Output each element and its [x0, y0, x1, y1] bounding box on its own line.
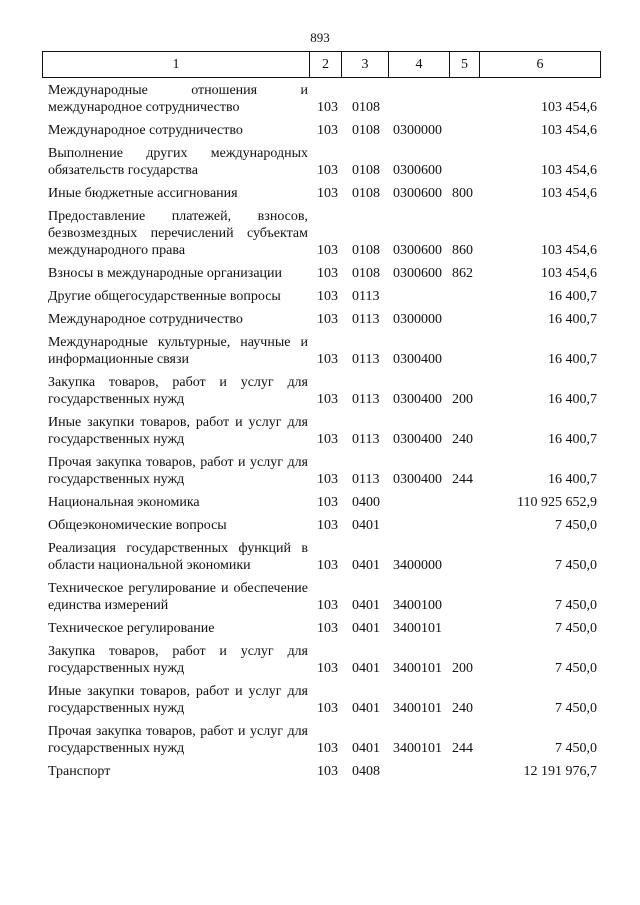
table-row [0, 185, 640, 202]
row-name: Транспорт [48, 764, 111, 779]
table-row [0, 643, 640, 677]
row-col-2: 103 [317, 598, 338, 613]
table-row [0, 265, 640, 282]
row-col-3: 0108 [352, 186, 380, 201]
row-col-2: 103 [317, 661, 338, 676]
row-col-3: 0401 [352, 598, 380, 613]
row-col-4: 0300400 [393, 432, 442, 447]
column-header-table [42, 51, 601, 78]
row-name: Закупка товаров, работ и услуг для государственных нужд [48, 644, 308, 676]
row-col-4: 0300000 [393, 312, 442, 327]
row-col-4: 0300600 [393, 243, 442, 258]
row-name: Международные культурные, научные и информационные связи [48, 335, 308, 367]
row-name: Реализация государственных функций в области национальной экономики [48, 541, 308, 573]
row-col-4: 0300600 [393, 186, 442, 201]
row-col-6: 16 400,7 [548, 312, 597, 327]
row-col-6: 7 450,0 [555, 661, 597, 676]
row-col-2: 103 [317, 266, 338, 281]
row-col-4: 3400101 [393, 741, 442, 756]
column-header-5: 5 [450, 52, 480, 78]
row-col-4: 3400101 [393, 701, 442, 716]
row-col-4: 0300400 [393, 472, 442, 487]
row-col-4: 0300000 [393, 123, 442, 138]
row-col-3: 0401 [352, 518, 380, 533]
row-col-6: 7 450,0 [555, 621, 597, 636]
table-row [0, 580, 640, 614]
row-col-5: 244 [452, 741, 473, 756]
column-header-2: 2 [310, 52, 342, 78]
table-row [0, 723, 640, 757]
row-col-3: 0113 [352, 392, 380, 407]
row-col-2: 103 [317, 123, 338, 138]
row-col-6: 16 400,7 [548, 392, 597, 407]
table-row [0, 414, 640, 448]
row-col-6: 103 454,6 [541, 100, 597, 115]
row-col-3: 0408 [352, 764, 380, 779]
table-row [0, 763, 640, 780]
table-row [0, 208, 640, 259]
column-header-1: 1 [43, 52, 310, 78]
row-col-3: 0108 [352, 266, 380, 281]
row-col-3: 0401 [352, 621, 380, 636]
row-col-2: 103 [317, 518, 338, 533]
row-col-2: 103 [317, 432, 338, 447]
row-col-2: 103 [317, 472, 338, 487]
row-col-2: 103 [317, 352, 338, 367]
table-row [0, 494, 640, 511]
row-col-2: 103 [317, 186, 338, 201]
table-row [0, 311, 640, 328]
row-name: Общеэкономические вопросы [48, 518, 227, 533]
row-col-3: 0401 [352, 558, 380, 573]
row-col-6: 103 454,6 [541, 123, 597, 138]
row-col-4: 3400101 [393, 661, 442, 676]
row-col-2: 103 [317, 764, 338, 779]
row-name: Международные отношения и международное сотрудничество [48, 83, 308, 115]
row-col-3: 0401 [352, 701, 380, 716]
row-name: Международное сотрудничество [48, 123, 243, 138]
row-col-3: 0113 [352, 289, 380, 304]
row-col-6: 16 400,7 [548, 432, 597, 447]
row-col-5: 200 [452, 661, 473, 676]
table-row [0, 145, 640, 179]
row-col-2: 103 [317, 701, 338, 716]
row-name: Другие общегосударственные вопросы [48, 289, 281, 304]
row-col-4: 0300600 [393, 163, 442, 178]
row-col-6: 103 454,6 [541, 266, 597, 281]
row-col-3: 0108 [352, 100, 380, 115]
row-name: Прочая закупка товаров, работ и услуг для государственных нужд [48, 455, 308, 487]
table-row [0, 517, 640, 534]
row-col-6: 7 450,0 [555, 558, 597, 573]
column-header-6: 6 [480, 52, 601, 78]
row-col-6: 7 450,0 [555, 701, 597, 716]
column-header-4: 4 [389, 52, 450, 78]
row-col-6: 103 454,6 [541, 243, 597, 258]
row-name: Национальная экономика [48, 495, 200, 510]
row-name: Техническое регулирование [48, 621, 215, 636]
row-col-3: 0401 [352, 661, 380, 676]
table-row [0, 540, 640, 574]
row-col-3: 0108 [352, 123, 380, 138]
row-col-3: 0113 [352, 312, 380, 327]
row-col-6: 7 450,0 [555, 518, 597, 533]
row-col-4: 3400100 [393, 598, 442, 613]
row-col-3: 0108 [352, 163, 380, 178]
column-header-3: 3 [342, 52, 389, 78]
table-row [0, 82, 640, 116]
row-name: Выполнение других международных обязательств государства [48, 146, 308, 178]
row-col-4: 3400101 [393, 621, 442, 636]
row-col-4: 3400000 [393, 558, 442, 573]
row-col-2: 103 [317, 100, 338, 115]
row-col-3: 0400 [352, 495, 380, 510]
row-col-2: 103 [317, 289, 338, 304]
row-col-6: 16 400,7 [548, 352, 597, 367]
row-col-6: 16 400,7 [548, 472, 597, 487]
page-number: 893 [310, 30, 330, 45]
row-col-3: 0113 [352, 432, 380, 447]
row-name: Техническое регулирование и обеспечение единства измерений [48, 581, 308, 613]
row-col-6: 103 454,6 [541, 186, 597, 201]
row-name: Взносы в международные организации [48, 266, 283, 281]
table-row [0, 620, 640, 637]
row-col-2: 103 [317, 312, 338, 327]
table-row [0, 454, 640, 488]
row-name: Прочая закупка товаров, работ и услуг для государственных нужд [48, 724, 308, 756]
row-name: Закупка товаров, работ и услуг для государственных нужд [48, 375, 308, 407]
row-col-2: 103 [317, 558, 338, 573]
row-col-4: 0300400 [393, 392, 442, 407]
row-col-5: 240 [452, 432, 473, 447]
row-col-4: 0300400 [393, 352, 442, 367]
row-col-4: 0300600 [393, 266, 442, 281]
row-col-2: 103 [317, 621, 338, 636]
row-name: Предоставление платежей, взносов, безвозмездных перечислений субъектам международного права [48, 209, 308, 258]
row-name: Иные закупки товаров, работ и услуг для государственных нужд [48, 684, 308, 716]
row-col-3: 0113 [352, 352, 380, 367]
row-col-2: 103 [317, 495, 338, 510]
table-row [0, 122, 640, 139]
row-col-6: 12 191 976,7 [523, 764, 597, 779]
row-col-3: 0108 [352, 243, 380, 258]
row-col-3: 0401 [352, 741, 380, 756]
row-col-5: 240 [452, 701, 473, 716]
table-row [0, 334, 640, 368]
row-col-2: 103 [317, 243, 338, 258]
row-col-6: 16 400,7 [548, 289, 597, 304]
row-col-5: 200 [452, 392, 473, 407]
row-col-6: 7 450,0 [555, 741, 597, 756]
row-col-2: 103 [317, 741, 338, 756]
row-col-6: 110 925 652,9 [517, 495, 597, 510]
column-header-row [43, 52, 601, 78]
row-col-3: 0113 [352, 472, 380, 487]
row-col-5: 800 [452, 186, 473, 201]
table-row [0, 683, 640, 717]
row-col-6: 103 454,6 [541, 163, 597, 178]
row-name: Иные бюджетные ассигнования [48, 186, 238, 201]
row-col-5: 860 [452, 243, 473, 258]
row-col-2: 103 [317, 392, 338, 407]
row-col-5: 862 [452, 266, 473, 281]
table-row [0, 374, 640, 408]
budget-rows [0, 82, 640, 786]
row-col-2: 103 [317, 163, 338, 178]
row-col-6: 7 450,0 [555, 598, 597, 613]
table-row [0, 288, 640, 305]
row-name: Международное сотрудничество [48, 312, 243, 327]
row-col-5: 244 [452, 472, 473, 487]
row-name: Иные закупки товаров, работ и услуг для государственных нужд [48, 415, 308, 447]
